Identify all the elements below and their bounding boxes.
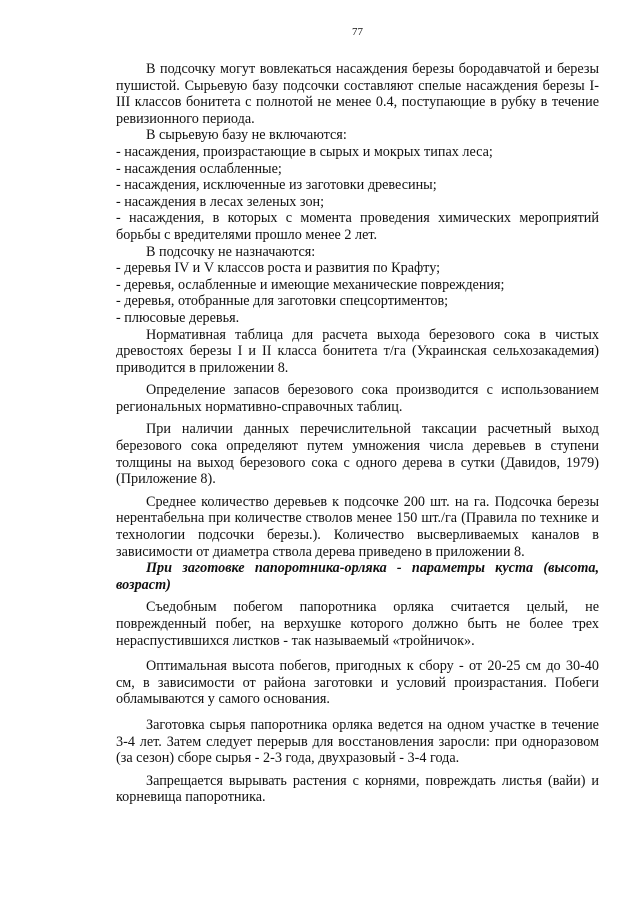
paragraph: Оптимальная высота побегов, пригодных к сбору - от 20-25 см до 30-40 см, в зависимости от района заготовки и условий произрастания. Побеги обламываются у самого основания.	[116, 658, 599, 708]
list-item: - деревья, отобранные для заготовки спецсортиментов;	[116, 293, 449, 310]
paragraph: Съедобным побегом папоротника орляка считается целый, не поврежденный побег, на верхушке которого должно быть не более трех нераспустившихся листков - так называемый «тройничок».	[116, 599, 599, 649]
list-item: - насаждения в лесах зеленых зон;	[116, 193, 325, 210]
paragraph: Определение запасов березового сока производится с использованием региональных нормативно-справочных таблиц.	[116, 382, 599, 415]
paragraph: Нормативная таблица для расчета выхода березового сока в чистых древостоях березы I и II класса бонитета т/га (Украинская сельхозакадемия) приводится в приложении 8.	[116, 326, 599, 376]
list-item: - насаждения, в которых с момента проведения химических мероприятий борьбы с вредителями прошло менее 2 лет.	[116, 210, 599, 243]
paragraph: Запрещается вырывать растения с корнями, повреждать листья (вайи) и корневища папоротника.	[116, 772, 599, 806]
list-item: - насаждения ослабленные;	[116, 160, 282, 177]
list-item: - насаждения, произрастающие в сырых и мокрых типах леса;	[116, 143, 493, 160]
document-page	[116, 26, 599, 806]
list-item: - деревья IV и V классов роста и развития по Крафту;	[116, 260, 441, 277]
paragraph: В сырьевую базу не включаются:	[146, 127, 347, 144]
list-item: - плюсовые деревья.	[116, 309, 240, 326]
section-heading: При заготовке папоротника-орляка - параметры куста (высота, возраст)	[116, 560, 599, 593]
paragraph: Заготовка сырья папоротника орляка ведется на одном участке в течение 3-4 лет. Затем следует перерыв для восстановления заросли: при одноразовом (за сезон) сборе сырья - 2-3 года, двухразовый - 3-4 года.	[116, 716, 599, 767]
paragraph: В подсочку не назначаются:	[146, 243, 316, 260]
list-item: - насаждения, исключенные из заготовки древесины;	[116, 177, 437, 194]
list-item: - деревья, ослабленные и имеющие механические повреждения;	[116, 276, 505, 293]
paragraph: В подсочку могут вовлекаться насаждения березы бородавчатой и березы пушистой. Сырьевую базу подсочки составляют спелые насаждения березы I-III классов бонитета с полнотой не менее 0.4, поступающие в рубку в течение ревизионного периода.	[116, 61, 599, 127]
paragraph: При наличии данных перечислительной таксации расчетный выход березового сока определяют путем умножения числа деревьев в ступени толщины на выход березового сока с одного дерева в сутки (Давидов, 1979) (Приложение 8).	[116, 421, 599, 488]
paragraph: Среднее количество деревьев к подсочке 200 шт. на га. Подсочка березы нерентабельна при количестве стволов менее 150 шт./га (Правила по технике и технологии подсочки березы.). Количество высверливаемых каналов в зависимости от диаметра ствола дерева приведено в приложении 8.	[116, 493, 599, 560]
page-number: 77	[352, 26, 363, 38]
